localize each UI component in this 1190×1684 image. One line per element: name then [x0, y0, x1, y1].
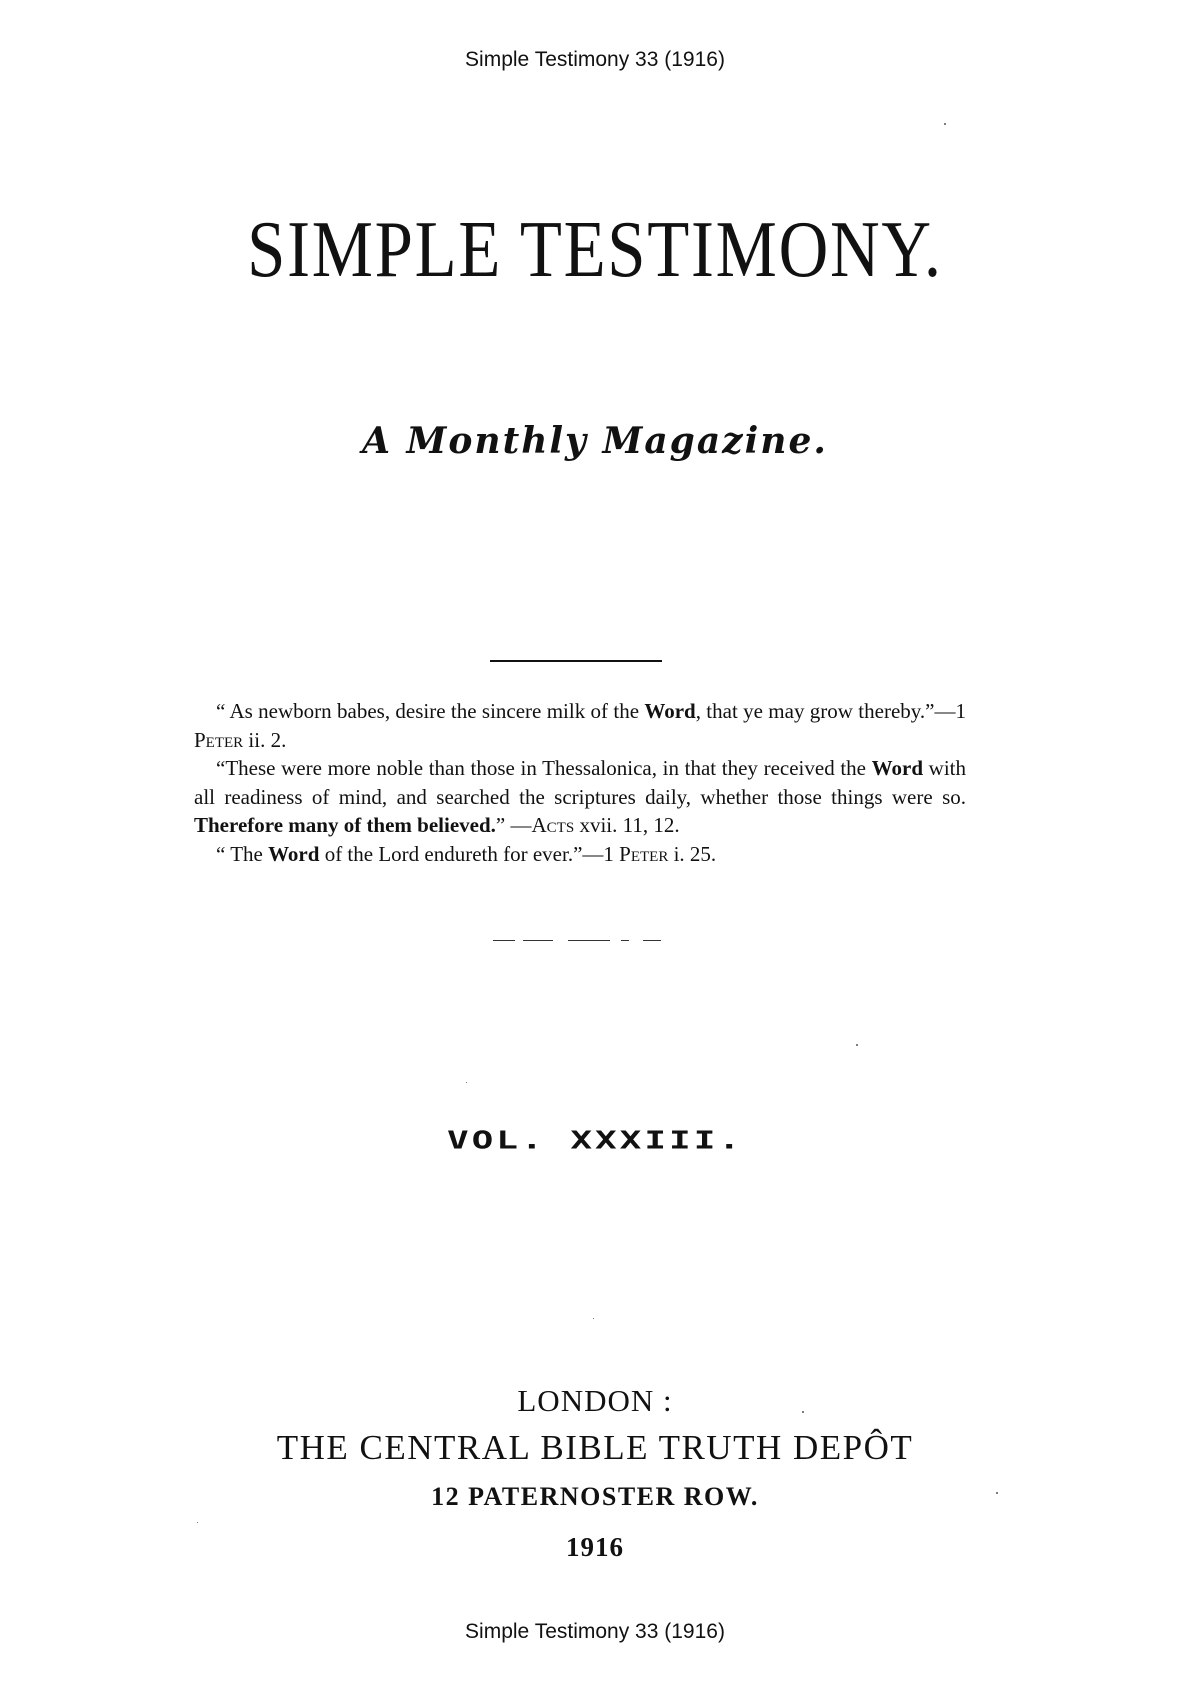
scan-speck — [856, 1044, 858, 1046]
publication-year: 1916 — [566, 1532, 624, 1562]
publisher-name: THE CENTRAL BIBLE TRUTH DEPÔT — [276, 1428, 914, 1467]
page-title: SIMPLE TESTIMONY. — [247, 206, 943, 294]
scan-speck — [996, 1492, 998, 1494]
epigraph — [194, 697, 966, 868]
publisher-city: LONDON : — [517, 1383, 673, 1418]
divider-rule — [490, 660, 662, 662]
publisher-address: 12 PATERNOSTER ROW. — [431, 1482, 759, 1511]
epigraph-quote-1: “ As newborn babes, desire the sincere milk of the Word, that ye may grow thereby.”—1 Peter ii. 2. — [194, 699, 966, 752]
scan-speck — [802, 1411, 804, 1413]
volume-number: VOL. XXXIII. — [446, 1126, 744, 1155]
ornamental-dashes — [493, 940, 673, 944]
scan-speck — [593, 1318, 594, 1319]
scan-speck — [197, 1522, 198, 1523]
epigraph-quote-3: “ The Word of the Lord endureth for ever.”—1 Peter i. 25. — [216, 841, 717, 866]
scan-speck — [944, 123, 946, 125]
epigraph-quote-2: “These were more noble than those in Thessalonica, in that they received the Word with all readiness of mind, and searched the scriptures daily, whether those things were so. Therefore many of them believed.” —Acts xvii. 11, 12. — [194, 756, 966, 837]
running-header: Simple Testimony 33 (1916) — [465, 48, 725, 71]
scan-speck — [466, 1082, 467, 1083]
running-footer: Simple Testimony 33 (1916) — [465, 1620, 725, 1643]
subtitle: A Monthly Magazine. — [362, 420, 828, 462]
